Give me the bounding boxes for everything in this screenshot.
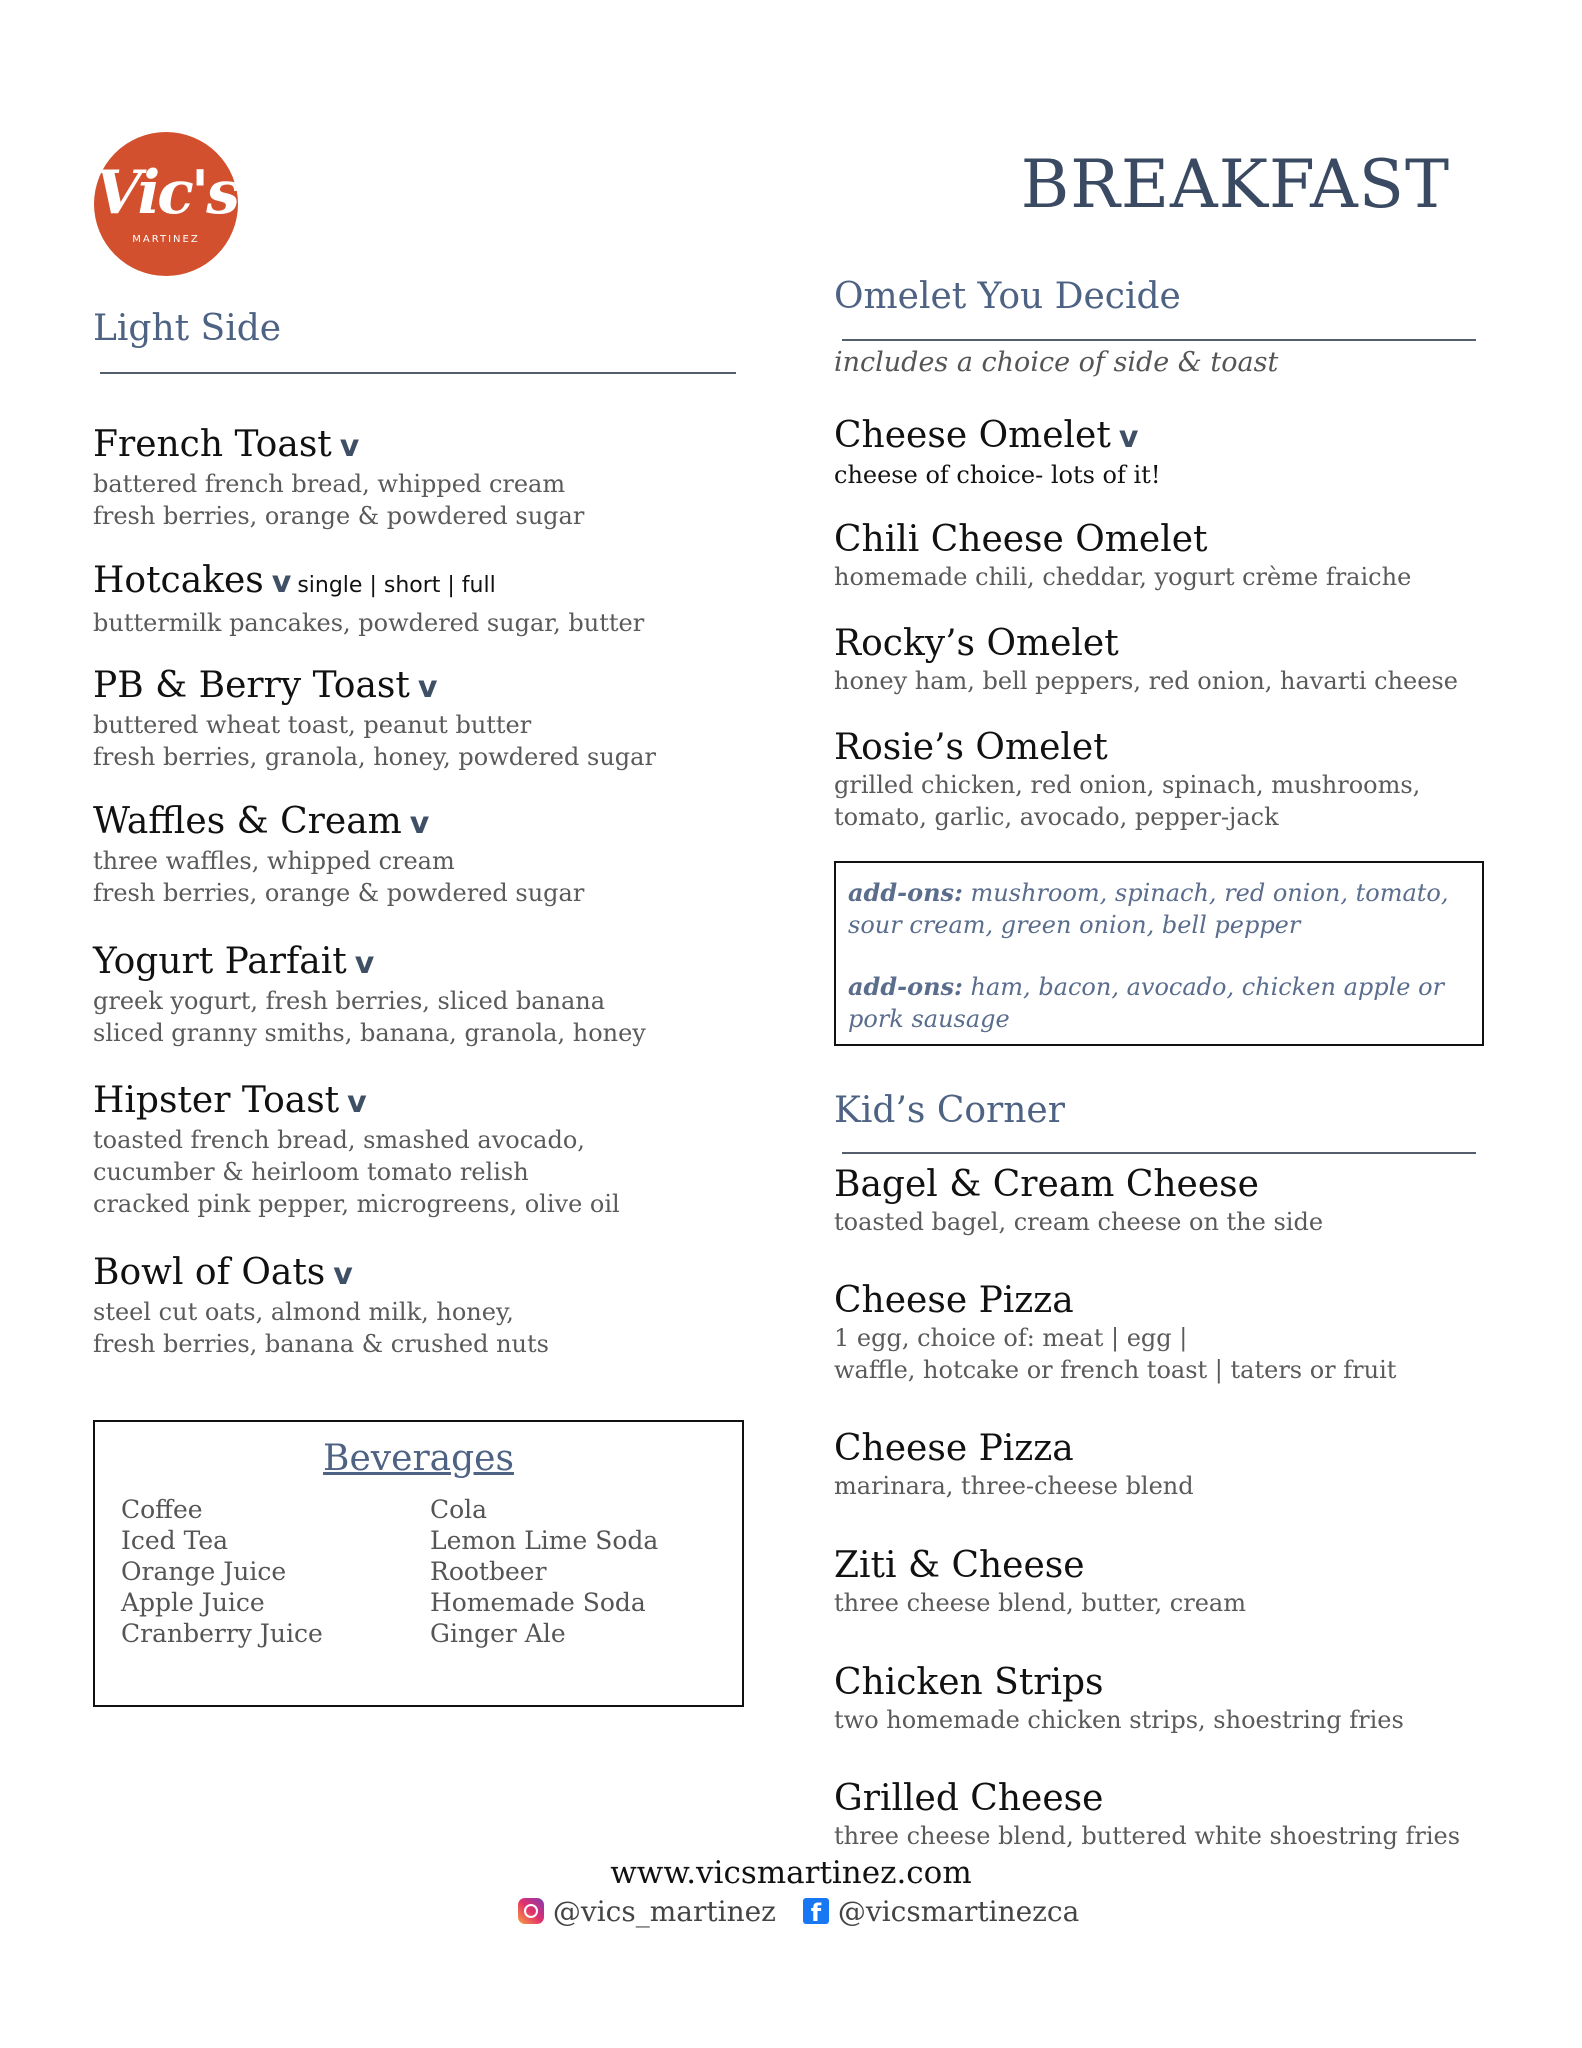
size-options: single | short | full [297,573,496,598]
addons-text: ham, bacon, avocado, chicken apple or [962,973,1445,1001]
item-name: Hotcakes [93,560,264,601]
menu-item [834,1545,1246,1619]
item-name: Ziti & Cheese [834,1545,1085,1586]
item-description: fresh berries, orange & powdered sugar [93,502,585,530]
beverage-item: Ginger Ale [430,1619,566,1648]
menu-item [93,1080,620,1220]
facebook-icon: f [803,1898,829,1924]
item-description: cheese of choice- lots of it! [834,461,1161,489]
menu-item [93,941,646,1049]
facebook-text: @vicsmartinezca [837,1895,1080,1928]
item-name: Bagel & Cream Cheese [834,1164,1259,1205]
item-description: cracked pink pepper, microgreens, olive oil [93,1190,620,1218]
beverages-box [93,1420,744,1707]
item-description: homemade chili, cheddar, yogurt crème fraiche [834,563,1412,591]
item-description: honey ham, bell peppers, red onion, havarti cheese [834,667,1458,695]
menu-item [93,665,656,773]
addons-spacer [848,941,1468,971]
kids-divider [842,1152,1476,1154]
menu-item [834,1280,1396,1386]
addons-line [848,877,1468,909]
item-name: Rocky’s Omelet [834,623,1119,664]
vegetarian-marker: v [409,806,430,841]
item-description: fresh berries, granola, honey, powdered sugar [93,743,656,771]
beverages-column-2 [430,1494,658,1649]
vegetarian-marker: v [271,565,292,600]
menu-item [834,1428,1194,1502]
item-description: three cheese blend, butter, cream [834,1589,1246,1617]
item-description: fresh berries, orange & powdered sugar [93,879,585,907]
menu-item [93,1252,549,1360]
addons-box [834,861,1484,1046]
item-description: three cheese blend, buttered white shoestring fries [834,1822,1461,1850]
omelet-divider [842,339,1476,341]
menu-item [834,1778,1460,1852]
addons-label: add-ons: [848,878,963,907]
omelet-section-title: Omelet You Decide [834,276,1181,317]
beverages-title: Beverages [323,1438,514,1479]
vics-logo [94,132,238,276]
beverage-item: Homemade Soda [430,1588,646,1617]
item-description: sliced granny smiths, banana, granola, honey [93,1019,646,1047]
beverage-item: Cola [430,1495,488,1524]
menu-item [93,424,584,532]
item-description: toasted french bread, smashed avocado, [93,1126,585,1154]
addons-line [848,971,1468,1003]
item-description: 1 egg, choice of: meat | egg | [834,1324,1188,1352]
item-name: Yogurt Parfait [93,941,347,982]
kids-section-title: Kid’s Corner [834,1090,1065,1131]
item-name: Chicken Strips [834,1662,1104,1703]
beverage-item: Cranberry Juice [121,1619,323,1648]
light-side-title: Light Side [93,308,282,349]
menu-item [834,727,1420,833]
page-title: BREAKFAST [1020,146,1450,223]
vegetarian-marker: v [347,1085,367,1120]
item-description: tomato, garlic, avocado, pepper-jack [834,803,1279,831]
addons-label: add-ons: [848,972,963,1001]
item-name: Bowl of Oats [93,1252,326,1293]
item-description: grilled chicken, red onion, spinach, mushrooms, [834,771,1421,799]
instagram-icon [518,1898,544,1924]
vegetarian-marker: v [354,946,375,981]
item-name: Cheese Pizza [834,1428,1074,1469]
item-description: two homemade chicken strips, shoestring fries [834,1706,1404,1734]
beverage-item: Rootbeer [430,1557,547,1586]
item-description: buttered wheat toast, peanut butter [93,711,532,739]
item-name: Waffles & Cream [93,801,402,842]
item-name: PB & Berry Toast [93,665,410,706]
beverage-item: Lemon Lime Soda [430,1526,659,1555]
logo-subtitle: MARTINEZ [132,234,200,245]
vegetarian-marker: v [333,1257,353,1292]
menu-item [834,519,1411,593]
logo-script: Vic's [95,158,237,228]
item-description: buttermilk pancakes, powdered sugar, butter [93,609,645,637]
addons-line: pork sausage [848,1005,1010,1033]
menu-item [834,1164,1323,1238]
item-name: Hipster Toast [93,1080,340,1121]
item-name: Cheese Pizza [834,1280,1074,1321]
menu-item [834,1662,1404,1736]
item-description: marinara, three-cheese blend [834,1472,1194,1500]
item-description: three waffles, whipped cream [93,847,455,875]
vegetarian-marker: v [339,429,360,464]
item-name: Grilled Cheese [834,1778,1104,1819]
item-description: steel cut oats, almond milk, honey, [93,1298,514,1326]
light-side-divider [100,372,736,374]
item-name: Chili Cheese Omelet [834,519,1208,560]
addons-text: mushroom, spinach, red onion, tomato, [962,879,1449,907]
item-name: Rosie’s Omelet [834,727,1108,768]
vegetarian-marker: v [417,670,438,705]
beverage-item: Iced Tea [121,1526,229,1555]
beverage-item: Apple Juice [121,1588,265,1617]
website-url[interactable]: www.vicsmartinez.com [610,1855,972,1891]
menu-item [834,623,1458,697]
beverage-item: Orange Juice [121,1557,287,1586]
instagram-text: @vics_martinez [552,1895,776,1928]
item-name: Cheese Omelet [834,415,1111,456]
item-description: battered french bread, whipped cream [93,470,566,498]
facebook-handle[interactable] [803,1895,1079,1928]
menu-item [93,801,584,909]
item-description: greek yogurt, fresh berries, sliced banana [93,987,606,1015]
vegetarian-marker: v [1118,420,1139,455]
instagram-handle[interactable] [518,1895,776,1928]
item-description: toasted bagel, cream cheese on the side [834,1208,1324,1236]
item-description: fresh berries, banana & crushed nuts [93,1330,549,1358]
item-name: French Toast [93,424,332,465]
addons-line: sour cream, green onion, bell pepper [848,911,1301,939]
beverage-item: Coffee [121,1495,203,1524]
omelet-note: includes a choice of side & toast [834,347,1279,378]
menu-item [834,415,1160,491]
item-description: waffle, hotcake or french toast | taters or fruit [834,1356,1397,1384]
item-description: cucumber & heirloom tomato relish [93,1158,529,1186]
menu-item [93,560,644,639]
beverages-column-1 [121,1494,323,1649]
